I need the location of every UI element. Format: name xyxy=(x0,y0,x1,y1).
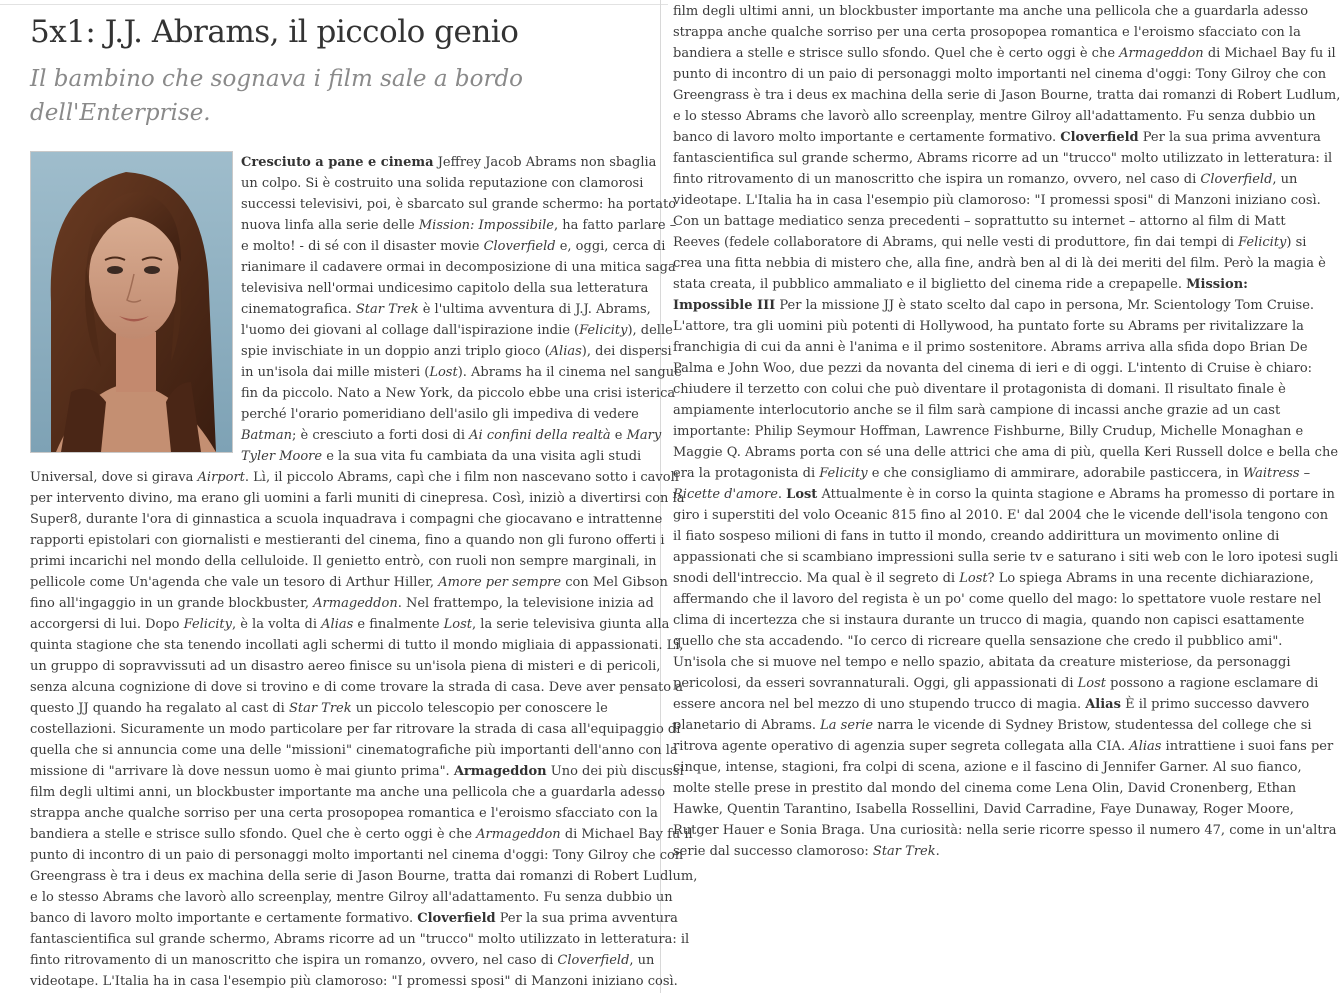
text-line: bandiera a stelle e strisce sullo sfondo. Quel che è certo oggi è che Armageddon di Michael Bay fu il xyxy=(673,46,1336,61)
text-line: ampiamente interlocutorio anche se il film sarà campione di incassi anche grazie ad un cast xyxy=(673,403,1281,418)
text-line: Batman; è cresciuto a forti dosi di Ai confini della realtà e Mary xyxy=(241,428,662,443)
text-line: videotape. L'Italia ha in casa l'esempio più clamoroso: "I promessi sposi" di Manzoni iniziano così. xyxy=(673,193,1321,208)
text-line: planetario di Abrams. La serie narra le vicende di Sydney Bristow, studentessa del college che si xyxy=(673,718,1312,733)
text-line: essere ancora nel bel mezzo di uno stupendo trucco di magia. Alias È il primo successo davvero xyxy=(673,697,1310,712)
text-line: Con un battage mediatico senza precedenti – soprattutto su internet – attorno al film di Matt xyxy=(673,214,1286,229)
text-line: spie invischiate in un doppio anzi triplo gioco (Alias), dei dispersi xyxy=(241,344,672,359)
text-line: strappa anche qualche sorriso per una certa prosopopea romantica e l'eroismo sfacciato con la xyxy=(673,25,1301,40)
article-body-continued xyxy=(673,1,1340,862)
text-line: un colpo. Si è costruito una solida reputazione con clamorosi xyxy=(241,176,644,191)
text-line: serie dal successo clamoroso: Star Trek. xyxy=(673,844,940,859)
text-line: in un'isola dai mille misteri (Lost). Abrams ha il cinema nel sangue xyxy=(241,365,682,380)
text-line: Greengrass è tra i deus ex machina della serie di Jason Bourne, tratta dai romanzi di Robert Ludlum, xyxy=(673,88,1340,103)
text-line: pellicole come Un'agenda che vale un tesoro di Arthur Hiller, Amore per sempre con Mel Gibson xyxy=(30,575,668,590)
text-line: primi incarichi nel mondo della celluloide. Il genietto entrò, con ruoli non sempre marginali, in xyxy=(30,554,657,569)
text-line: per intervento divino, ma erano gli uomini a farli muniti di cinepresa. Così, iniziò a divertirsi con la xyxy=(30,491,685,506)
text-line: snodi dell'intreccio. Ma qual è il segreto di Lost? Lo spiega Abrams in una recente dichiarazione, xyxy=(673,571,1314,586)
article-body-full xyxy=(30,467,698,992)
text-line: importante: Philip Seymour Hoffman, Lawrence Fishburne, Billy Crudup, Michelle Monaghan e xyxy=(673,424,1304,439)
text-line: Reeves (fedele collaboratore di Abrams, qui nelle vesti di produttore, fin dai tempi di Felicity) si xyxy=(673,235,1307,250)
text-line: film degli ultimi anni, un blockbuster importante ma anche una pellicola che a guardarla adesso xyxy=(30,785,666,800)
text-line: fantascientifica sul grande schermo, Abrams ricorre ad un "trucco" molto utilizzato in letteratura: il xyxy=(673,151,1333,166)
text-line: era la protagonista di Felicity e che consigliamo di ammirare, adorabile pasticcera, in Waitress – xyxy=(673,466,1311,481)
text-line: missione di "arrivare là dove nessun uomo è mai giunto prima". Armageddon Uno dei più discussi xyxy=(30,764,684,779)
text-line: il fiato sospeso milioni di fans in tutto il mondo, creando addirittura un movimento online di xyxy=(673,529,1280,544)
text-line: fantascientifica sul grande schermo, Abrams ricorre ad un "trucco" molto utilizzato in letteratura: il xyxy=(30,932,690,947)
text-line: l'uomo dei giovani al collage dall'ispirazione indie (Felicity), delle xyxy=(241,323,673,338)
text-line: L'attore, tra gli uomini più potenti di Hollywood, ha puntato forte su Abrams per rivitalizzare la xyxy=(673,319,1304,334)
article-body-wrapped xyxy=(241,152,682,467)
article-title: 5x1: J.J. Abrams, il piccolo genio xyxy=(30,14,519,50)
text-line: un gruppo di sopravvissuti ad un disastro aereo finisce su un'isola piena di misteri e di pericoli, xyxy=(30,659,661,674)
text-line: Impossible III Per la missione JJ è stato scelto dal capo in persona, Mr. Scientology Tom Cruise. xyxy=(673,298,1315,313)
text-line: Universal, dove si girava Airport. Lì, il piccolo Abrams, capì che i film non nascevano sotto i cavoli xyxy=(30,470,679,485)
text-line: Maggie Q. Abrams porta con sé una delle attrici che ama di più, quella Keri Russell dolce e bella che xyxy=(673,445,1339,460)
article-subtitle: Il bambino che sognava i film sale a bordo dell'Enterprise. xyxy=(30,66,524,126)
text-line: e molto! - di sé con il disaster movie Cloverfield e, oggi, cerca di xyxy=(241,239,666,254)
text-line: strappa anche qualche sorriso per una certa prosopopea romantica e l'eroismo sfacciato con la xyxy=(30,806,658,821)
text-line: questo JJ quando ha regalato al cast di Star Trek un piccolo telescopio per conoscere le xyxy=(30,701,608,716)
text-line: fino all'ingaggio in un grande blockbuster, Armageddon. Nel frattempo, la televisione inizia ad xyxy=(30,596,654,611)
text-line: quinta stagione che sta tenendo incollati agli schermi di tutto il mondo migliaia di appassionati. Lì, xyxy=(30,638,684,653)
text-line: pericolosi, da esseri sovrannaturali. Oggi, gli appassionati di Lost possono a ragione esclamare di xyxy=(673,676,1319,691)
text-line: senza alcuna cognizione di dove si trovino e di come trovare la strada di casa. Deve aver pensato a xyxy=(30,680,683,695)
text-line: franchigia di cui da anni è l'anima e il primo sostenitore. Abrams arriva alla sfida dopo Brian De xyxy=(673,340,1308,355)
text-line: Hawke, Quentin Tarantino, Isabella Rossellini, David Carradine, Faye Dunaway, Roger Moore, xyxy=(673,802,1294,817)
text-line: videotape. L'Italia ha in casa l'esempio più clamoroso: "I promessi sposi" di Manzoni iniziano così. xyxy=(30,974,678,989)
text-line: successi televisivi, poi, è sbarcato sul grande schermo: ha portato xyxy=(241,197,677,212)
text-line: affermando che il lavoro del regista è un po' come quello del mago: lo spettatore vuole restare nel xyxy=(673,592,1322,607)
text-line: cinematografica. Star Trek è l'ultima avventura di J.J. Abrams, xyxy=(241,302,651,317)
text-line: fin da piccolo. Nato a New York, da piccolo ebbe una crisi isterica xyxy=(241,386,676,401)
text-line: chiudere il terzetto con colui che può diventare il protagonista di domani. Il risultato finale è xyxy=(673,382,1286,397)
text-line: finto ritrovamento di un manoscritto che ispira un romanzo, ovvero, nel caso di Cloverfield, un xyxy=(30,953,655,968)
text-line: televisiva nell'ormai undicesimo capitolo della sua letteratura xyxy=(241,281,649,296)
text-line: clima di incertezza che si instaura durante un trucco di magia, quando non capisci esattamente xyxy=(673,613,1305,628)
text-line: accorgersi di lui. Dopo Felicity, è la volta di Alias e finalmente Lost, la serie televisiva giunta alla xyxy=(30,617,670,632)
text-line: rapporti epistolari con giornalisti e mestieranti del cinema, fino a quando non gli furono offerti i xyxy=(30,533,665,548)
right-column xyxy=(661,0,1340,993)
text-line: banco di lavoro molto importante e certamente formativo. Cloverfield Per la sua prima avventura xyxy=(30,911,678,926)
text-line: e lo stesso Abrams che lavorò allo screenplay, mentre Gilroy all'adattamento. Fu senza dubbio un xyxy=(30,890,673,905)
text-line: appassionati che si scambiano impressioni sulla serie tv e saturano i siti web con le loro ipotesi sugli xyxy=(673,550,1339,565)
text-line: cinque, intense, stagioni, fra colpi di scena, azione e il fascino di Jennifer Garner. Al suo fianco, xyxy=(673,760,1302,775)
portrait-photo xyxy=(30,151,233,453)
text-line: giro i superstiti del volo Oceanic 815 fino al 2010. E' dal 2004 che le vicende dell'isola tengono con xyxy=(673,508,1329,523)
text-line: ritrova agente operativo di agenzia super segreta collegata alla CIA. Alias intrattiene i suoi fans per xyxy=(673,739,1334,754)
text-line: costellazioni. Sicuramente un modo particolare per far ritrovare la strada di casa all'equipaggio di xyxy=(30,722,681,737)
text-line: film degli ultimi anni, un blockbuster importante ma anche una pellicola che a guardarla adesso xyxy=(673,4,1309,19)
text-line: Greengrass è tra i deus ex machina della serie di Jason Bourne, tratta dai romanzi di Robert Ludlum, xyxy=(30,869,698,884)
text-line: nuova linfa alla serie delle Mission: Impossibile, ha fatto parlare – xyxy=(241,218,677,233)
text-line: punto di incontro di un paio di personaggi molto importanti nel cinema d'oggi: Tony Gilroy che con xyxy=(673,67,1327,82)
text-line: finto ritrovamento di un manoscritto che ispira un romanzo, ovvero, nel caso di Cloverfield, un xyxy=(673,172,1298,187)
text-line: stata creata, il pubblico ammaliato e il biglietto del cinema ride a crepapelle. Mission: xyxy=(673,277,1248,292)
text-line: e lo stesso Abrams che lavorò allo screenplay, mentre Gilroy all'adattamento. Fu senza dubbio un xyxy=(673,109,1316,124)
text-line: perché l'orario pomeridiano dell'asilo gli impediva di vedere xyxy=(241,407,639,422)
text-line: crea una fitta nebbia di mistero che, alla fine, andrà ben al di là dei meriti del film. Però la magia è xyxy=(673,256,1326,271)
text-line: quello che sta accadendo. "Io cerco di ricreare quella sensazione che credo il pubblico ami". xyxy=(673,634,1283,649)
text-line: Rutger Hauer e Sonia Braga. Una curiosità: nella serie ricorre spesso il numero 47, come in un'altra xyxy=(673,823,1337,838)
text-line: bandiera a stelle e strisce sullo sfondo. Quel che è certo oggi è che Armageddon di Michael Bay fu il xyxy=(30,827,693,842)
text-line: Tyler Moore e la sua vita fu cambiata da una visita agli studi xyxy=(241,449,642,464)
text-line: punto di incontro di un paio di personaggi molto importanti nel cinema d'oggi: Tony Gilroy che con xyxy=(30,848,684,863)
text-line: rianimare il cadavere ormai in decomposizione di una mitica saga xyxy=(241,260,676,275)
text-line: banco di lavoro molto importante e certamente formativo. Cloverfield Per la sua prima avventura xyxy=(673,130,1321,145)
text-line: Cresciuto a pane e cinema Jeffrey Jacob Abrams non sbaglia xyxy=(241,155,657,170)
text-line: Super8, durante l'ora di ginnastica a scuola inquadrava i compagni che giocavano e intrattenne xyxy=(30,512,663,527)
text-line: Un'isola che si muove nel tempo e nello spazio, abitata da creature misteriose, da personaggi xyxy=(673,655,1291,670)
text-line: molte stelle prese in prestito dal mondo del cinema come Lena Olin, David Cronenberg, Ethan xyxy=(673,781,1297,796)
text-line: Palma e John Woo, due pezzi da novanta del cinema di ieri e di oggi. L'intento di Cruise è chiaro: xyxy=(673,361,1313,376)
text-line: Ricette d'amore. Lost Attualmente è in corso la quinta stagione e Abrams ha promesso di portare in xyxy=(673,487,1335,502)
text-line: quella che si annuncia come una delle "missioni" cinematografiche più importanti dell'anno con la xyxy=(30,743,678,758)
